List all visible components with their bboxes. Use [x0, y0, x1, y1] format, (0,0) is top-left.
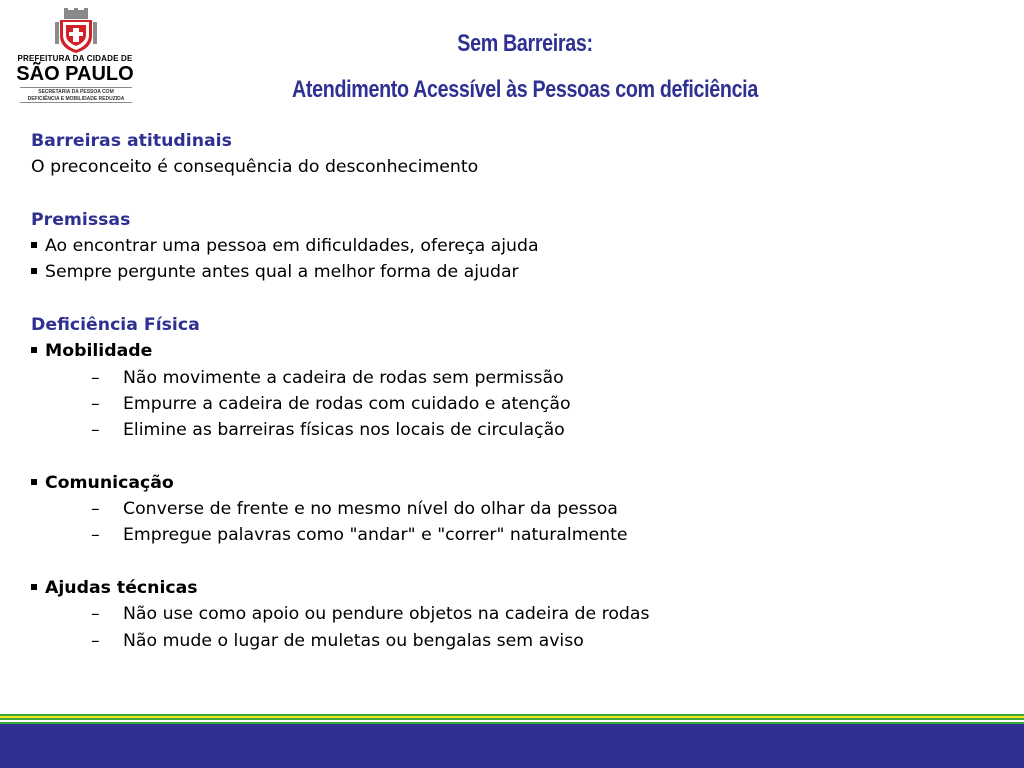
logo-line-2: SÃO PAULO: [16, 63, 134, 85]
subheading-comunicacao: [31, 470, 991, 496]
spacer: [31, 181, 991, 207]
logo-line-1: PREFEITURA DA CIDADE DE: [17, 54, 133, 63]
logo-secretaria-line-1: SECRETARIA DA PESSOA COM: [38, 89, 114, 95]
dash-icon: –: [91, 525, 100, 546]
comunicacao-label: Comunicação: [45, 472, 174, 493]
spacer: [31, 444, 991, 470]
mobilidade-item-text: Empurre a cadeira de rodas com cuidado e atenção: [123, 393, 571, 414]
mobilidade-item: [31, 417, 991, 443]
subheading-mobilidade: [31, 338, 991, 364]
heading-barreiras: Barreiras atitudinais: [31, 131, 232, 151]
logo-secretaria-line-2: DEFICIÊNCIA E MOBILIDADE REDUZIDA: [27, 96, 125, 102]
mobilidade-item: [31, 391, 991, 417]
slide-content: [31, 128, 991, 654]
heading-deficiencia-fisica: Deficiência Física: [31, 315, 200, 336]
comunicacao-item: [31, 496, 991, 522]
ajudas-label: Ajudas técnicas: [45, 578, 198, 599]
comunicacao-item-text: Empregue palavras como "andar" e "correr" naturalmente: [123, 525, 628, 546]
mobilidade-item-text: Elimine as barreiras físicas nos locais de circulação: [123, 420, 565, 441]
mobilidade-item: [31, 365, 991, 391]
heading-premissas: Premissas: [31, 209, 131, 230]
footer-bar: [0, 724, 1024, 768]
premissa-item: [31, 233, 991, 259]
dash-icon: –: [91, 604, 100, 625]
slide-title-line-2: Atendimento Acessível às Pessoas com deficiência: [292, 76, 758, 103]
dash-icon: –: [91, 630, 100, 651]
ajudas-item-text: Não use como apoio ou pendure objetos na cadeira de rodas: [123, 604, 650, 625]
dash-icon: –: [91, 393, 100, 414]
spacer: [31, 549, 991, 575]
prefeitura-logo: [16, 8, 134, 106]
dash-icon: –: [91, 420, 100, 441]
city-coat-of-arms-icon: [54, 8, 98, 54]
ajudas-item: [31, 628, 991, 654]
logo-secretaria: [20, 87, 132, 103]
comunicacao-item-text: Converse de frente e no mesmo nível do olhar da pessoa: [123, 499, 618, 520]
subheading-ajudas-tecnicas: [31, 575, 991, 601]
dash-icon: –: [91, 499, 100, 520]
premissa-item-text: Ao encontrar uma pessoa em dificuldades, ofereça ajuda: [45, 236, 539, 257]
comunicacao-item: [31, 522, 991, 548]
mobilidade-item-text: Não movimente a cadeira de rodas sem permissão: [123, 367, 564, 388]
dash-icon: –: [91, 367, 100, 388]
premissa-item: [31, 259, 991, 285]
slide-title-line-1: Sem Barreiras:: [457, 30, 593, 57]
ajudas-item: [31, 601, 991, 627]
spacer: [31, 286, 991, 312]
premissa-item-text: Sempre pergunte antes qual a melhor forma de ajudar: [45, 262, 519, 283]
ajudas-item-text: Não mude o lugar de muletas ou bengalas sem aviso: [123, 630, 584, 651]
barreiras-text: O preconceito é consequência do desconhecimento: [31, 157, 479, 178]
mobilidade-label: Mobilidade: [45, 341, 153, 362]
